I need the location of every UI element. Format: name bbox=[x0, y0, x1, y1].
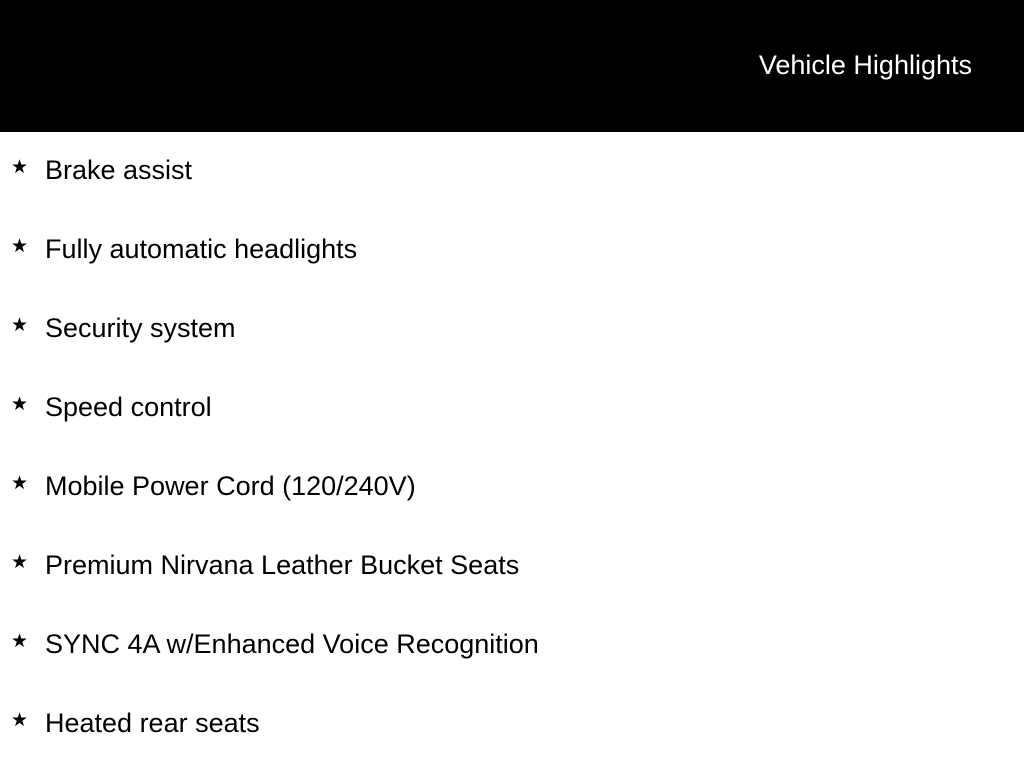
star-icon: ★ bbox=[11, 394, 29, 415]
highlight-label: Security system bbox=[45, 313, 236, 343]
list-item bbox=[0, 685, 1024, 764]
list-item bbox=[0, 606, 1024, 685]
highlight-label: Speed control bbox=[45, 392, 212, 422]
highlight-label: Mobile Power Cord (120/240V) bbox=[45, 471, 416, 501]
page-title: Vehicle Highlights bbox=[758, 50, 972, 80]
star-icon: ★ bbox=[11, 157, 29, 178]
vehicle-highlights-list bbox=[0, 132, 1024, 764]
highlight-label: Premium Nirvana Leather Bucket Seats bbox=[45, 550, 520, 580]
star-icon: ★ bbox=[11, 236, 29, 257]
highlight-label: Heated rear seats bbox=[45, 708, 260, 738]
list-item bbox=[0, 527, 1024, 606]
highlight-label: SYNC 4A w/Enhanced Voice Recognition bbox=[45, 629, 539, 659]
list-item bbox=[0, 369, 1024, 448]
highlight-label: Fully automatic headlights bbox=[45, 234, 358, 264]
list-item bbox=[0, 132, 1024, 211]
list-item bbox=[0, 211, 1024, 290]
list-item bbox=[0, 448, 1024, 527]
star-icon: ★ bbox=[11, 315, 29, 336]
list-item bbox=[0, 290, 1024, 369]
highlight-label: Brake assist bbox=[45, 155, 193, 185]
star-icon: ★ bbox=[11, 710, 29, 731]
star-icon: ★ bbox=[11, 631, 29, 652]
star-icon: ★ bbox=[11, 473, 29, 494]
star-icon: ★ bbox=[11, 552, 29, 573]
header-bar bbox=[0, 0, 1024, 132]
